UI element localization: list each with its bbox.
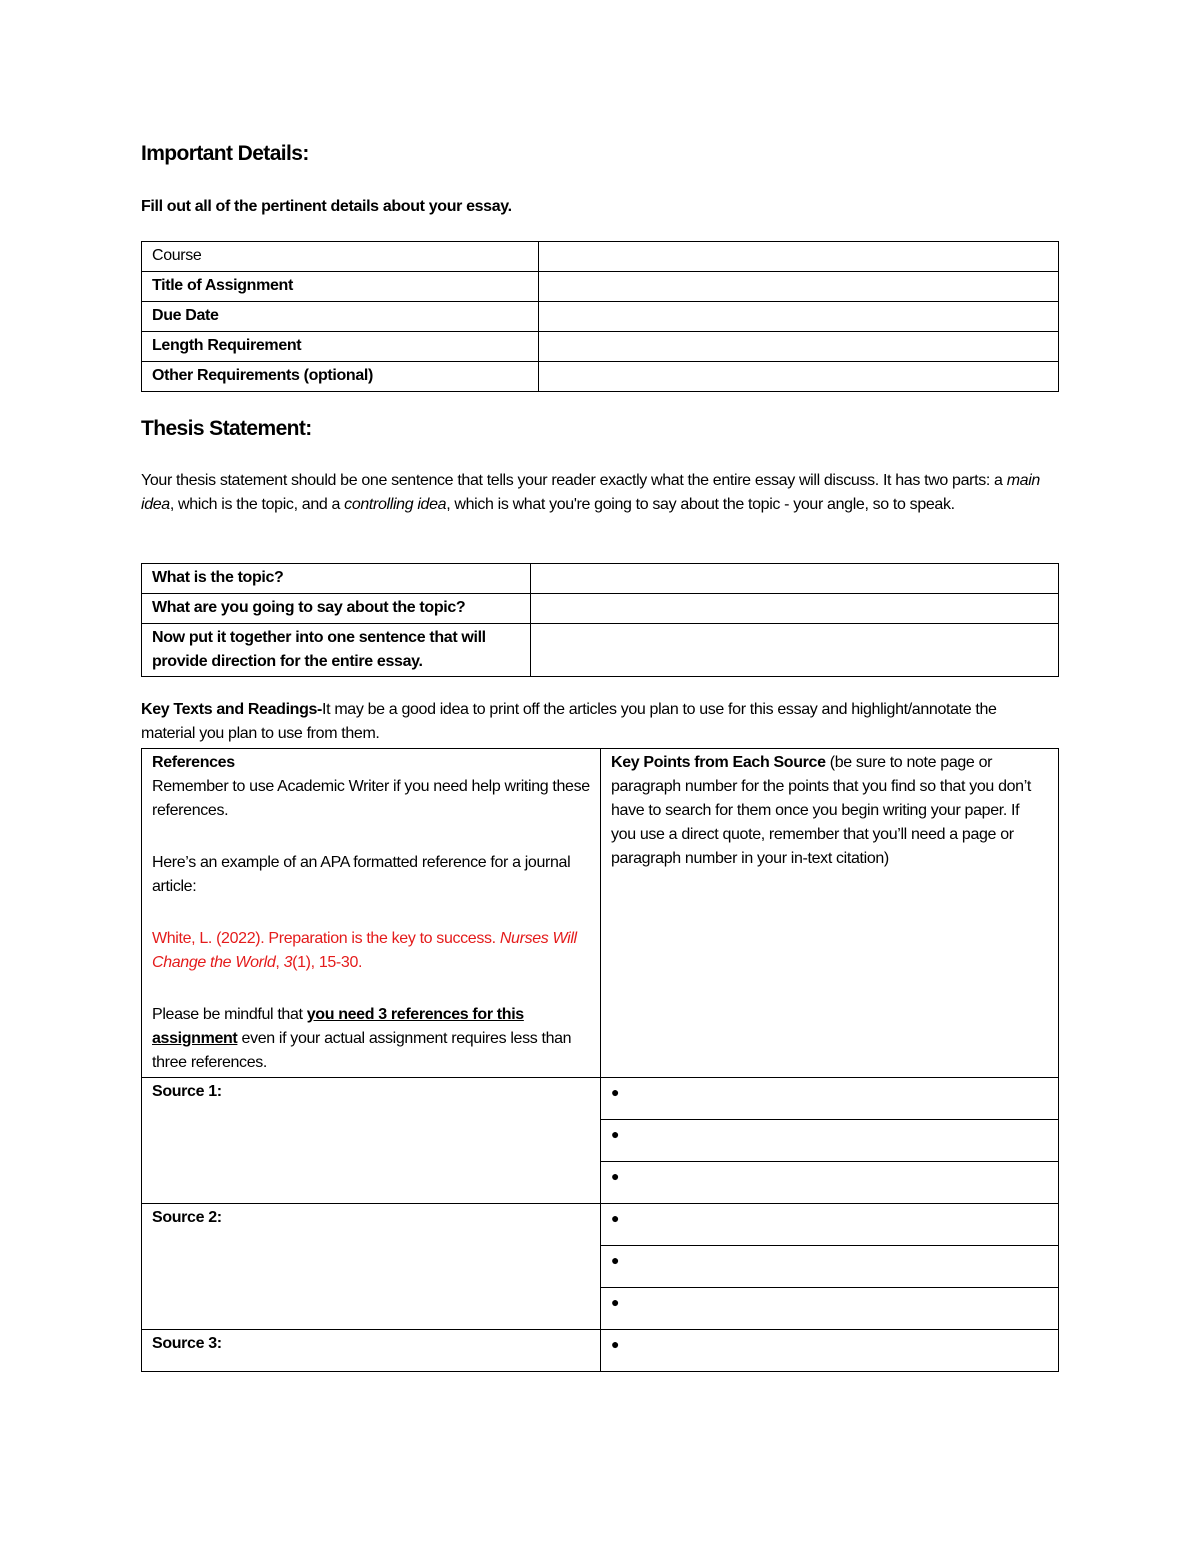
row-label-length: Length Requirement [142, 332, 539, 362]
title-field[interactable] [539, 272, 1059, 302]
due-date-field[interactable] [539, 302, 1059, 332]
source-3-point-1[interactable]: ● [601, 1330, 1059, 1372]
source-2-point-3[interactable]: ● [601, 1288, 1059, 1330]
thesis-table [141, 563, 1059, 677]
angle-field[interactable] [531, 594, 1059, 624]
text: It may be a good idea to print off the articles you plan to use for this essay and highlight/annotate the material you plan to use from them. [141, 701, 997, 742]
text: Please be mindful that [152, 1006, 307, 1023]
text: , [275, 954, 284, 971]
source-2-point-2[interactable]: ● [601, 1246, 1059, 1288]
key-points-heading: Key Points from Each Source [611, 754, 826, 771]
text: , which is what you're going to say about the topic - your angle, so to speak. [446, 496, 955, 513]
course-field[interactable] [539, 242, 1059, 272]
row-label-angle: What are you going to say about the topic? [142, 594, 531, 624]
important-details-heading: Important Details: [141, 142, 309, 165]
source-1-cell[interactable]: Source 1: [142, 1078, 601, 1204]
source-1-point-1[interactable]: ● [601, 1078, 1059, 1120]
other-field[interactable] [539, 362, 1059, 392]
sources-table [141, 748, 1059, 1372]
text: (1), 15-30. [292, 954, 363, 971]
length-field[interactable] [539, 332, 1059, 362]
source-1-point-2[interactable]: ● [601, 1120, 1059, 1162]
key-texts-intro [141, 698, 1046, 746]
thesis-description [141, 469, 1046, 517]
row-label-course: Course [142, 242, 539, 272]
text: even if your actual assignment requires less than three references. [152, 1030, 572, 1071]
details-instruction: Fill out all of the pertinent details about your essay. [141, 198, 512, 215]
text: , which is the topic, and a [169, 496, 345, 513]
source-1-point-3[interactable]: ● [601, 1162, 1059, 1204]
source-2-point-1[interactable]: ● [601, 1204, 1059, 1246]
references-heading: References [152, 754, 235, 771]
apa-example-intro: Here’s an example of an APA formatted reference for a journal article: [152, 854, 571, 895]
apa-example-reference [152, 927, 590, 975]
key-texts-label: Key Texts and Readings- [141, 701, 323, 718]
text: Nurses Will Change the World [152, 930, 577, 971]
references-cell [142, 749, 601, 1078]
row-label-title: Title of Assignment [142, 272, 539, 302]
text: 3 [283, 954, 293, 971]
text: Your thesis statement should be one sentence that tells your reader exactly what the entire essay will discuss. It has two parts: a [141, 472, 1007, 489]
source-2-cell[interactable]: Source 2: [142, 1204, 601, 1330]
thesis-heading: Thesis Statement: [141, 417, 312, 440]
main-idea-term: main idea [141, 472, 1040, 513]
details-table [141, 241, 1059, 392]
key-points-cell [601, 749, 1059, 1078]
row-label-other: Other Requirements (optional) [142, 362, 539, 392]
mindful-note [152, 1003, 590, 1075]
controlling-idea-term: controlling idea [344, 496, 447, 513]
topic-field[interactable] [531, 564, 1059, 594]
row-label-topic: What is the topic? [142, 564, 531, 594]
row-label-due-date: Due Date [142, 302, 539, 332]
text: (be sure to note page or paragraph number for the points that you find so that you don’t have to search for them once you begin writing your paper. If you use a direct quote, remember that you’ll need a page or paragraph number in your in-text citation) [611, 754, 1032, 867]
text: White, L. (2022). Preparation is the key to success. [152, 930, 500, 947]
source-3-cell[interactable]: Source 3: [142, 1330, 601, 1372]
thesis-sentence-field[interactable] [531, 624, 1059, 677]
row-label-sentence: Now put it together into one sentence that will provide direction for the entire essay. [142, 624, 531, 677]
text: you need 3 references for this assignment [152, 1006, 524, 1047]
references-note: Remember to use Academic Writer if you need help writing these references. [152, 778, 590, 819]
